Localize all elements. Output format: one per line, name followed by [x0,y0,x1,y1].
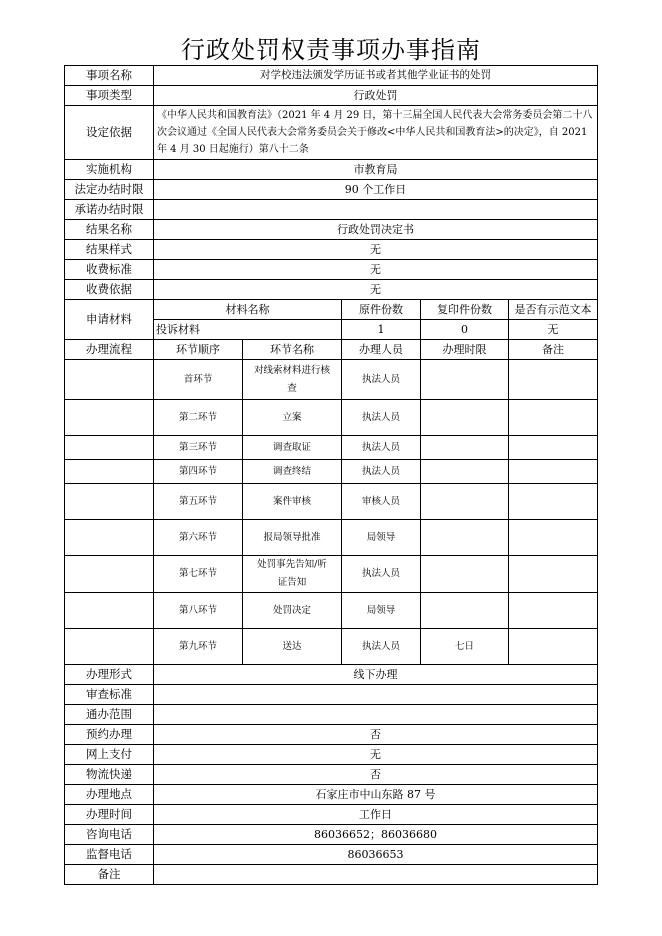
row-phone [65,825,598,845]
scope-label: 通办范围 [65,705,154,725]
row-form [65,665,598,685]
form-label: 办理形式 [65,665,154,685]
process-header-name: 环节名称 [243,340,342,360]
step-name: 调查取证 [243,436,342,460]
step-name: 报局领导批准 [243,520,342,556]
process-step-blank [65,520,154,556]
basis-label: 设定依据 [65,106,154,160]
result-name-value: 行政处罚决定书 [154,220,598,240]
step-limit [421,484,509,520]
promise-limit-value [154,200,598,220]
step-name: 处罚事先告知/听证告知 [243,556,342,593]
step-order: 第九环节 [154,629,243,665]
step-limit [421,436,509,460]
step-name: 立案 [243,400,342,436]
legal-limit-value: 90 个工作日 [154,180,598,200]
review-value [154,685,598,705]
step-limit [421,460,509,484]
process-header-order: 环节顺序 [154,340,243,360]
address-value: 石家庄市中山东路 87 号 [154,785,598,805]
row-result-name [65,220,598,240]
row-org [65,160,598,180]
row-result-sample [65,240,598,260]
process-header-staff: 办理人员 [342,340,421,360]
row-fee-basis [65,280,598,300]
org-label: 实施机构 [65,160,154,180]
step-note [509,629,598,665]
process-header-row [65,340,598,360]
process-step-blank [65,460,154,484]
appointment-value: 否 [154,725,598,745]
process-step-row [65,556,598,593]
step-name: 调查终结 [243,460,342,484]
delivery-value: 否 [154,765,598,785]
fee-standard-label: 收费标准 [65,260,154,280]
step-limit [421,520,509,556]
step-order: 第四环节 [154,460,243,484]
process-step-blank [65,360,154,400]
phone-label: 咨询电话 [65,825,154,845]
step-order: 第二环节 [154,400,243,436]
phone-value: 86036652；86036680 [154,825,598,845]
appointment-label: 预约办理 [65,725,154,745]
process-step-row [65,484,598,520]
step-limit [421,360,509,400]
review-label: 审查标准 [65,685,154,705]
step-name: 处罚决定 [243,593,342,629]
process-label: 办理流程 [65,340,154,360]
fee-basis-value: 无 [154,280,598,300]
row-supervise [65,845,598,865]
process-step-row [65,460,598,484]
row-delivery [65,765,598,785]
material-name: 投诉材料 [154,320,342,340]
materials-header-name: 材料名称 [154,300,342,320]
supervise-value: 86036653 [154,845,598,865]
step-limit [421,556,509,593]
row-item-name [65,66,598,86]
item-name-label: 事项名称 [65,66,154,86]
step-limit [421,593,509,629]
step-order: 首环节 [154,360,243,400]
process-step-blank [65,484,154,520]
step-note [509,484,598,520]
item-type-value: 行政处罚 [154,86,598,106]
step-name: 对线索材料进行核查 [243,360,342,400]
guide-table [64,65,598,885]
fee-basis-label: 收费依据 [65,280,154,300]
row-online-pay [65,745,598,765]
process-step-blank [65,629,154,665]
step-staff: 执法人员 [342,400,421,436]
step-name: 送达 [243,629,342,665]
time-label: 办理时间 [65,805,154,825]
scope-value [154,705,598,725]
step-note [509,593,598,629]
materials-label: 申请材料 [65,300,154,340]
process-step-blank [65,593,154,629]
row-fee-standard [65,260,598,280]
result-name-label: 结果名称 [65,220,154,240]
result-sample-value: 无 [154,240,598,260]
row-legal-limit [65,180,598,200]
item-type-label: 事项类型 [65,86,154,106]
row-promise-limit [65,200,598,220]
step-note [509,436,598,460]
online-pay-value: 无 [154,745,598,765]
process-step-row [65,360,598,400]
process-step-blank [65,436,154,460]
row-time [65,805,598,825]
time-value: 工作日 [154,805,598,825]
row-review [65,685,598,705]
process-step-row [65,400,598,436]
step-staff: 审核人员 [342,484,421,520]
step-staff: 局领导 [342,520,421,556]
promise-limit-label: 承诺办结时限 [65,200,154,220]
step-note [509,556,598,593]
fee-standard-value: 无 [154,260,598,280]
step-staff: 局领导 [342,593,421,629]
step-staff: 执法人员 [342,556,421,593]
step-order: 第八环节 [154,593,243,629]
row-item-type [65,86,598,106]
process-step-row [65,436,598,460]
step-note [509,520,598,556]
material-copies: 0 [421,320,509,340]
delivery-label: 物流快递 [65,765,154,785]
form-value: 线下办理 [154,665,598,685]
org-value: 市教育局 [154,160,598,180]
materials-header-sample: 是否有示范文本 [509,300,598,320]
process-header-note: 备注 [509,340,598,360]
materials-header-row [65,300,598,320]
supervise-label: 监督电话 [65,845,154,865]
process-step-blank [65,556,154,593]
step-order: 第三环节 [154,436,243,460]
step-order: 第六环节 [154,520,243,556]
process-step-blank [65,400,154,436]
online-pay-label: 网上支付 [65,745,154,765]
step-staff: 执法人员 [342,360,421,400]
remark-label: 备注 [65,865,154,885]
step-note [509,360,598,400]
step-staff: 执法人员 [342,436,421,460]
step-name: 案件审核 [243,484,342,520]
materials-header-original: 原件份数 [342,300,421,320]
step-order: 第五环节 [154,484,243,520]
material-original: 1 [342,320,421,340]
step-staff: 执法人员 [342,460,421,484]
step-limit [421,400,509,436]
row-address [65,785,598,805]
row-remark [65,865,598,885]
process-step-row [65,629,598,665]
row-scope [65,705,598,725]
result-sample-label: 结果样式 [65,240,154,260]
row-basis [65,106,598,160]
address-label: 办理地点 [65,785,154,805]
process-step-row [65,520,598,556]
basis-value: 《中华人民共和国教育法》（2021 年 4 月 29 日，第十三届全国人民代表大会常务委员会第二十八次会议通过《全国人民代表大会常务委员会关于修改<中华人民共和国教育法>的决定》，自 2021 年 4 月 30 日起施行）第八十二条 [154,106,598,160]
process-step-row [65,593,598,629]
row-appointment [65,725,598,745]
step-limit: 七日 [421,629,509,665]
step-note [509,400,598,436]
process-header-limit: 办理时限 [421,340,509,360]
materials-header-copies: 复印件份数 [421,300,509,320]
remark-value [154,865,598,885]
page-title: 行政处罚权责事项办事指南 [181,36,481,64]
material-sample: 无 [509,320,598,340]
legal-limit-label: 法定办结时限 [65,180,154,200]
item-name-value: 对学校违法颁发学历证书或者其他学业证书的处罚 [154,66,598,86]
step-staff: 执法人员 [342,629,421,665]
step-order: 第七环节 [154,556,243,593]
step-note [509,460,598,484]
